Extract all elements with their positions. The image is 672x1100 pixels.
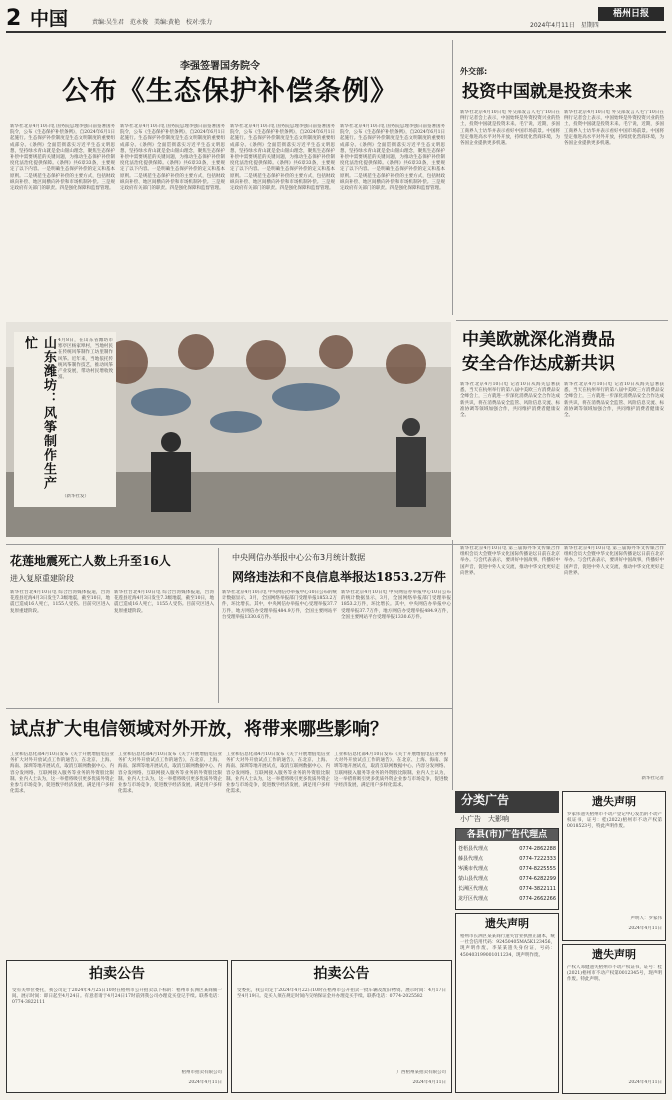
hualien-body-col1: 新华社台北4月10日电 综合台湾媒体报道，台湾花莲县近海4月3日发生7.3级地震，截至10日，地震已造成16人死亡，1155人受伤。目前灾区进入复原重建阶段。 (10, 590, 110, 614)
auction-1-title: 拍卖公告 (89, 966, 145, 982)
classified-slogan: 小广告 大影响 (460, 815, 509, 823)
loss-notice-1-signer: 声明人：罗家伟 (630, 916, 662, 921)
loss-notice-2-body: 梧州市长洲区某某商行遗失营业执照正副本，统一社会信用代码：92450405MA5K123456，现声明作废。李某某遗失身份证，号码：450403199001011234，现声明作废。 (460, 934, 555, 958)
agent-phone: 0774-8225555 (519, 866, 556, 872)
paper-logo: 梧州日报 (598, 7, 664, 21)
agent-phone: 0774-2862288 (519, 846, 556, 852)
report-kicker: 中央网信办举报中心公布3月统计数据 (232, 553, 366, 562)
consumer-body-col2: 新华社北京4月10日电 记者10日从海关总署获悉，当天在杭州举行的第八届中美欧三方消费品安全峰会上，三方就进一步深化消费品安全合作达成新共识，将在消费品安全监管、风险信息交流、标准协调等领域加强合作，共同维护消费者健康安全。 (564, 382, 664, 419)
agent-phone: 0774-7222333 (519, 856, 556, 862)
classified-title: 分类广告 (455, 791, 559, 813)
kite-credit: （新华社发） (62, 494, 89, 499)
agent-name: 苍梧县代理点 (458, 846, 489, 852)
report-body-col2: 新华社北京4月10日电 中央网信办举报中心10日公布的统计数据显示，3月，全国网络举报部门受理举报1853.2万件，环比增长。其中，中央网信办举报中心受理举报37.7万件，地方网信办受理举报484.9万件，全国主要网站平台受理举报1330.6万件。 (341, 590, 451, 620)
report-headline: 网络违法和不良信息举报达1853.2万件 (232, 570, 446, 584)
issue-date: 2024年4月11日 星期四 (530, 22, 599, 29)
column-divider (452, 540, 453, 790)
loss-notice-3-date: 2024年4月11日 (628, 1080, 662, 1085)
kite-caption-body: 4月8日，在山东省潍坊市寒亭区杨家埠村，当地村民在传统风筝制作工坊里制作风筝。近年来，当地依托传统风筝制作技艺，推动风筝产业发展，带动村民增收致富。 (58, 338, 113, 381)
auction-2-title: 拍卖公告 (313, 966, 370, 982)
diplomacy-label: 外交部: (460, 67, 488, 76)
agent-name: 龙圩区代理点 (458, 896, 489, 902)
diplomacy-body-col1: 新华社北京4月10日电 外交部发言人毛宁10日在例行记者会上表示，中国始终是外资投资兴业的热土，投资中国就是投资未来。毛宁说，近期，多国工商界人士访华并表示看好中国市场前景。中国将坚定推进高水平对外开放，持续优化营商环境，为各国企业提供更多机遇。 (460, 110, 560, 147)
diplomacy-headline: 投资中国就是投资未来 (462, 82, 632, 102)
auction-1-company: 梧州市拍卖有限公司 (181, 1070, 222, 1075)
auction-2-company: 广西梧州某拍卖有限公司 (396, 1070, 446, 1075)
overseas-body-col1: 新华社北京4月10日电 第三届海外华文传媒合作组织会员大会暨中华文化国际传播论坛日前在北京举办。与会代表表示，要讲好中国故事，传播好中国声音，促进中外人文交流，推动中华文化更好走向世界。 (460, 546, 560, 576)
loss-notice-1-body: 罗家伟遗失梧州市不动产登记中心发出的不动产权证书，证号：桂(2022)梧州市不动产权第0018523号，特此声明作废。 (567, 812, 662, 830)
section-title: 中国 (30, 8, 69, 30)
consumer-headline-1: 中美欧就深化消费品 (462, 330, 615, 350)
loss-notice-3-body: 产权人邓健遗失梧州市不动产权证书，证号：桂(2021)梧州市不动产权第0012345号，现声明作废。特此声明。 (567, 965, 662, 983)
agent-row (458, 844, 556, 854)
agent-phone: 0774-6282299 (519, 876, 556, 882)
telecom-body-col2: 工业和信息化部4月10日发布《关于开展增值电信业务扩大对外开放试点工作的通告》，在北京、上海、海南、深圳等地开展试点，取消互联网数据中心、内容分发网络、互联网接入服务等业务的外资股比限制。业内人士认为，这一举措将吸引更多优质外资企业参与市场竞争，促进数字经济发展，满足用户多样化需求。 (118, 752, 222, 795)
consumer-body-col1: 新华社北京4月10日电 记者10日从海关总署获悉，当天在杭州举行的第八届中美欧三方消费品安全峰会上，三方就进一步深化消费品安全合作达成新共识，将在消费品安全监管、风险信息交流、标准协调等领域加强合作，共同维护消费者健康安全。 (460, 382, 560, 419)
telecom-body-col1: 工业和信息化部4月10日发布《关于开展增值电信业务扩大对外开放试点工作的通告》，在北京、上海、海南、深圳等地开展试点，取消互联网数据中心、内容分发网络、互联网接入服务等业务的外资股比限制。业内人士认为，这一举措将吸引更多优质外资企业参与市场竞争，促进数字经济发展，满足用户多样化需求。 (10, 752, 114, 795)
overseas-body-col2: 新华社北京4月10日电 第三届海外华文传媒合作组织会员大会暨中华文化国际传播论坛日前在北京举办。与会代表表示，要讲好中国故事，传播好中国声音，促进中外人文交流，推动中华文化更好走向世界。 (564, 546, 664, 576)
hualien-body-col2: 新华社台北4月10日电 综合台湾媒体报道，台湾花莲县近海4月3日发生7.3级地震，截至10日，地震已造成16人死亡，1155人受伤。目前灾区进入复原重建阶段。 (114, 590, 214, 614)
telecom-body-col3: 工业和信息化部4月10日发布《关于开展增值电信业务扩大对外开放试点工作的通告》，在北京、上海、海南、深圳等地开展试点，取消互联网数据中心、内容分发网络、互联网接入服务等业务的外资股比限制。业内人士认为，这一举措将吸引更多优质外资企业参与市场竞争，促进数字经济发展，满足用户多样化需求。 (226, 752, 330, 795)
agent-row (458, 884, 556, 894)
lead-body-col4: 新华社北京4月10日电 国务院总理李强日前签署国务院令，公布《生态保护补偿条例》，自2024年6月1日起施行。生态保护补偿制度是生态文明制度的重要组成部分。《条例》全面贯彻落实习近平生态文明思想，坚持绿水青山就是金山银山理念，聚焦生态保护补偿中需要规范的关键问题，为推动生态保护补偿制度化法治化提供保障。《条例》共6章33条，主要规定了以下内容。一是明确生态保护补偿的定义和基本原则。二是规范生态保护补偿的主要方式，包括财政纵向补偿、地区间横向补偿和市场机制补偿。三是规定政府有关部门的职责。四是强化保障和监督管理。 (340, 124, 445, 192)
agent-phone: 0774-3822111 (519, 886, 556, 892)
agent-row (458, 894, 556, 904)
page-number: 2 (6, 6, 22, 31)
lead-headline: 公布《生态保护补偿条例》 (62, 76, 398, 107)
lead-kicker: 李强签署国务院令 (180, 61, 260, 72)
telecom-body-col4: 工业和信息化部4月10日发布《关于开展增值电信业务扩大对外开放试点工作的通告》，在北京、上海、海南、深圳等地开展试点，取消互联网数据中心、内容分发网络、互联网接入服务等业务的外资股比限制。业内人士认为，这一举措将吸引更多优质外资企业参与市场竞争，促进数字经济发展，满足用户多样化需求。 (334, 752, 448, 789)
auction-2-body: 受委托，我公司定于2024年4月22日10时在梧州市公开拍卖一批车辆及废旧物资。展示时间：4月17日至4月19日。竞买人须在规定时间内交纳保证金并办理竞买手续。联系电话：0774-2025582 (237, 988, 446, 1000)
agent-row (458, 874, 556, 884)
masthead-rule (6, 31, 666, 33)
hualien-subhead: 进入复原重建阶段 (10, 574, 74, 583)
lead-body-col2: 新华社北京4月10日电 国务院总理李强日前签署国务院令，公布《生态保护补偿条例》，自2024年6月1日起施行。生态保护补偿制度是生态文明制度的重要组成部分。《条例》全面贯彻落实习近平生态文明思想，坚持绿水青山就是金山银山理念，聚焦生态保护补偿中需要规范的关键问题，为推动生态保护补偿制度化法治化提供保障。《条例》共6章33条，主要规定了以下内容。一是明确生态保护补偿的定义和基本原则。二是规范生态保护补偿的主要方式，包括财政纵向补偿、地区间横向补偿和市场机制补偿。三是规定政府有关部门的职责。四是强化保障和监督管理。 (120, 124, 225, 192)
loss-notice-1-title: 遗失声明 (592, 795, 636, 808)
overseas-credit: 新华社记者 (641, 776, 664, 781)
row-rule (6, 544, 666, 545)
agent-name: 藤县代理点 (458, 856, 484, 862)
column-divider (452, 40, 453, 315)
agent-phone: 0774-2662266 (519, 896, 556, 902)
agent-name: 岑溪市代理点 (458, 866, 489, 872)
kite-caption-title: 山东潍坊：风筝制作生产忙 (22, 336, 56, 490)
agents-title: 各县(市)广告代理点 (456, 829, 558, 841)
auction-1-date: 2024年4月11日 (188, 1080, 222, 1085)
lead-body-col1: 新华社北京4月10日电 国务院总理李强日前签署国务院令，公布《生态保护补偿条例》，自2024年6月1日起施行。生态保护补偿制度是生态文明制度的重要组成部分。《条例》全面贯彻落实习近平生态文明思想，坚持绿水青山就是金山银山理念，聚焦生态保护补偿中需要规范的关键问题，为推动生态保护补偿制度化法治化提供保障。《条例》共6章33条，主要规定了以下内容。一是明确生态保护补偿的定义和基本原则。二是规范生态保护补偿的主要方式，包括财政纵向补偿、地区间横向补偿和市场机制补偿。三是规定政府有关部门的职责。四是强化保障和监督管理。 (10, 124, 115, 192)
section-rule (456, 320, 668, 321)
loss-notice-3-title: 遗失声明 (592, 948, 636, 961)
agent-name: 蒙山县代理点 (458, 876, 489, 882)
hualien-headline: 花莲地震死亡人数上升至16人 (10, 554, 171, 568)
agent-row (458, 864, 556, 874)
row-rule (6, 708, 452, 709)
column-divider (218, 548, 219, 703)
auction-2-date: 2024年4月11日 (412, 1080, 446, 1085)
diplomacy-body-col2: 新华社北京4月10日电 外交部发言人毛宁10日在例行记者会上表示，中国始终是外资投资兴业的热土，投资中国就是投资未来。毛宁说，近期，多国工商界人士访华并表示看好中国市场前景。中国将坚定推进高水平对外开放，持续优化营商环境，为各国企业提供更多机遇。 (564, 110, 664, 147)
agent-name: 长洲区代理点 (458, 886, 489, 892)
telecom-headline: 试点扩大电信领域对外开放，将带来哪些影响？ (10, 719, 388, 740)
loss-notice-1-date: 2024年4月11日 (628, 926, 662, 931)
agent-row (458, 854, 556, 864)
report-body-col1: 新华社北京4月10日电 中央网信办举报中心10日公布的统计数据显示，3月，全国网络举报部门受理举报1853.2万件，环比增长。其中，中央网信办举报中心受理举报37.7万件，地方网信办受理举报484.9万件，全国主要网站平台受理举报1330.6万件。 (222, 590, 337, 620)
loss-notice-2-title: 遗失声明 (485, 917, 529, 930)
agents-list (458, 844, 556, 908)
editor-credits: 责编:吴生君 范永俊 美编:黄艳 校对:张力 (92, 19, 213, 26)
lead-body-col3: 新华社北京4月10日电 国务院总理李强日前签署国务院令，公布《生态保护补偿条例》，自2024年6月1日起施行。生态保护补偿制度是生态文明制度的重要组成部分。《条例》全面贯彻落实习近平生态文明思想，坚持绿水青山就是金山银山理念，聚焦生态保护补偿中需要规范的关键问题，为推动生态保护补偿制度化法治化提供保障。《条例》共6章33条，主要规定了以下内容。一是明确生态保护补偿的定义和基本原则。二是规范生态保护补偿的主要方式，包括财政纵向补偿、地区间横向补偿和市场机制补偿。三是规定政府有关部门的职责。四是强化保障和监督管理。 (230, 124, 335, 192)
auction-1-body: 受有关单位委托，我公司定于2024年4月25日10时在梧州市公开拍卖以下标的：梧州市长洲区某商铺一间。展示时间：即日起至4月24日。有意者请于4月24日17时前到我公司办理竞买登记手续。联系电话：0774-3822111 (12, 988, 222, 1006)
consumer-headline-2: 安全合作达成新共识 (462, 354, 615, 374)
